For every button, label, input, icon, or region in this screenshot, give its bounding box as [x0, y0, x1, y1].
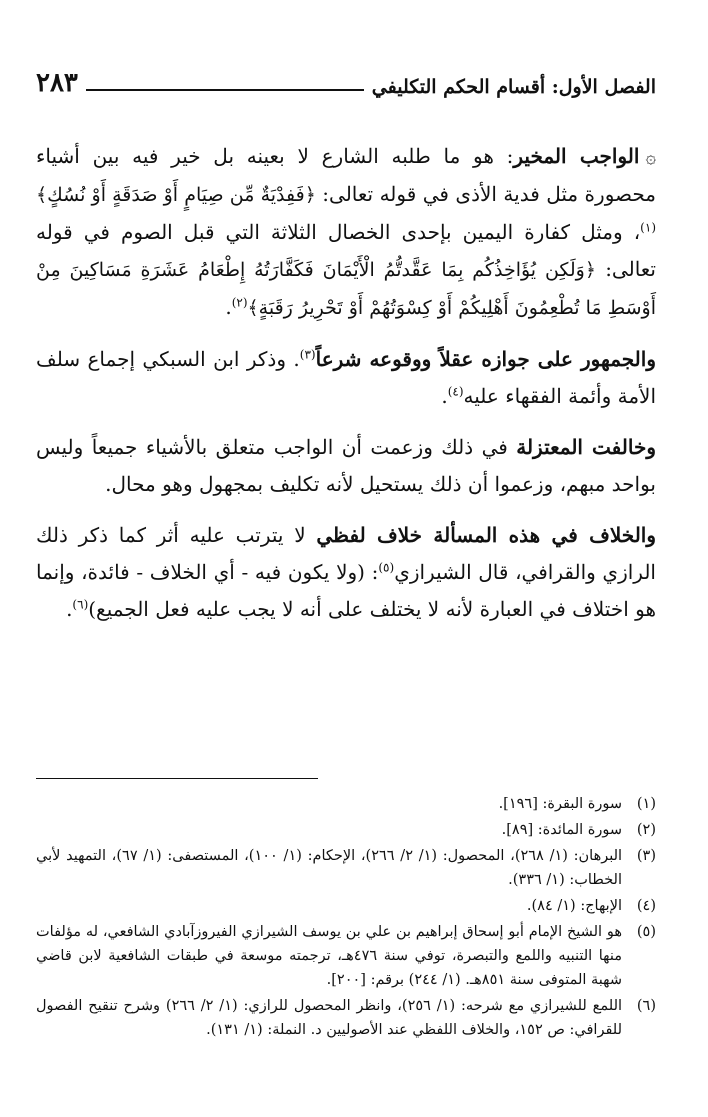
footnote-text: سورة البقرة: [١٩٦]. [498, 796, 622, 812]
footnote-text: اللمع للشيرازي مع شرحه: (١/ ٢٥٦)، وانظر المحصول للرازي: (١/ ٢/ ٢٦٦) وشرح تنقيح الفصول للقرافي: ص ١٥٢، والخلاف اللفظي عند الأصوليين د. النملة: (١/ ١٣١). [36, 998, 623, 1038]
running-header [36, 58, 656, 98]
chapter-title: الفصل الأول: أقسام الحكم التكليفي [371, 76, 656, 98]
page-number: ٢٨٣ [36, 68, 78, 98]
paragraph-text: في ذلك وزعمت أن الواجب متعلق بالأشياء جميعاً وليس بواحد مبهم، وزعموا أن ذلك يستحيل لأنه تكليف بمجهول وهو محال. [36, 435, 656, 496]
quran-verse: ﴿وَلَكِن يُؤَاخِذُكُم بِمَا عَقَّدتُّمُ الْأَيْمَانَ فَكَفَّارَتُهُ إِطْعَامُ عَشَرَةِ مَسَاكِينَ مِنْ أَوْسَطِ مَا تُطْعِمُونَ أَهْلِيكُمْ أَوْ كِسْوَتُهُمْ أَوْ تَحْرِيرُ رَقَبَةٍ﴾ [36, 259, 656, 319]
paragraph-text: لا يترتب عليه أثر كما ذكر ذلك الرازي والقرافي، قال الشيرازي [36, 523, 656, 584]
footnote-text: سورة المائدة: [٨٩]. [501, 822, 622, 838]
paragraph-text: : (ولا يكون فيه - أي الخلاف - فائدة، وإنما هو اختلاف في العبارة لأنه لا يختلف على أنه لا يجب عليه فعل الجميع) [36, 560, 656, 621]
footnote-number: (٥) [636, 924, 656, 940]
footnote-4 [36, 894, 656, 918]
paragraph-verbal-dispute [36, 517, 656, 628]
footnote-2 [36, 818, 656, 842]
paragraph-lead: والجمهور على جوازه عقلاً ووقوعه شرعاً [315, 347, 656, 371]
paragraph-lead: الواجب المخير [513, 144, 640, 168]
footnote-6 [36, 994, 656, 1042]
footnote-1 [36, 792, 656, 816]
paragraph-text: : هو ما طلبه الشارع لا بعينه بل خير فيه بين أشياء محصورة مثل فدية الأذى في قوله تعالى: [36, 144, 656, 206]
paragraph-text: . [225, 295, 232, 319]
footnote-text: البرهان: (١/ ٢٦٨)، المحصول: (١/ ٢/ ٢٦٦)، الإحكام: (١/ ١٠٠)، المستصفى: (١/ ٦٧)، التمهيد لأبي الخطاب: (١/ ٣٣٦). [36, 848, 623, 888]
footnote-5 [36, 920, 656, 992]
footnote-number: (٦) [636, 998, 656, 1014]
book-page [36, 58, 657, 1038]
main-text [36, 138, 656, 628]
footnote-ref[interactable]: (٥) [378, 560, 395, 575]
paragraph-text: . [66, 597, 73, 621]
footnote-number: (١) [636, 796, 656, 812]
footnote-ref[interactable]: (٦) [72, 597, 89, 612]
paragraph-text: ، ومثل كفارة اليمين بإحدى الخصال الثلاثة التي قبل الصوم في قوله تعالى: [36, 220, 656, 281]
footnote-number: (٢) [636, 822, 656, 838]
paragraph-text: . وذكر ابن السبكي إجماع سلف الأمة وأئمة الفقهاء عليه [36, 347, 656, 408]
footnote-3 [36, 844, 656, 892]
header-rule [86, 89, 364, 91]
footnote-ref[interactable]: (٤) [447, 384, 464, 399]
footnote-number: (٤) [636, 898, 656, 914]
paragraph-mutazila [36, 429, 656, 503]
paragraph-optional-obligation [36, 138, 656, 327]
paragraph-text: . [441, 384, 448, 408]
paragraph-lead: وخالفت المعتزلة [516, 435, 656, 459]
footnote-ref[interactable]: (٣) [299, 347, 316, 362]
paragraph-lead: والخلاف في هذه المسألة خلاف لفظي [316, 523, 657, 547]
paragraph-majority [36, 341, 656, 415]
flower-ornament-icon: ۞ [645, 147, 656, 168]
quran-verse: ﴿فَفِدْيَةٌ مِّن صِيَامٍ أَوْ صَدَقَةٍ أَوْ نُسُكٍ﴾ [36, 184, 316, 206]
footnotes [36, 792, 656, 1044]
footnote-number: (٣) [636, 848, 656, 864]
footnote-ref[interactable]: (١) [640, 220, 656, 235]
footnote-ref[interactable]: (٢) [231, 295, 248, 310]
footnote-separator [36, 778, 318, 779]
footnote-text: هو الشيخ الإمام أبو إسحاق إبراهيم بن علي بن يوسف الشيرازي الفيروزآبادي الشافعي، له مؤلفات منها التنبيه واللمع والتبصرة، توفي سنة ٤٧٦هـ، ترجمته موسعة في طبقات الشافعية لابن قاضي شهبة المتوفى سنة ٨٥١هـ. (١/ ٢٤٤) برقم: [٢٠٠]. [36, 924, 622, 988]
footnote-text: الإبهاج: (١/ ٨٤). [526, 898, 622, 914]
